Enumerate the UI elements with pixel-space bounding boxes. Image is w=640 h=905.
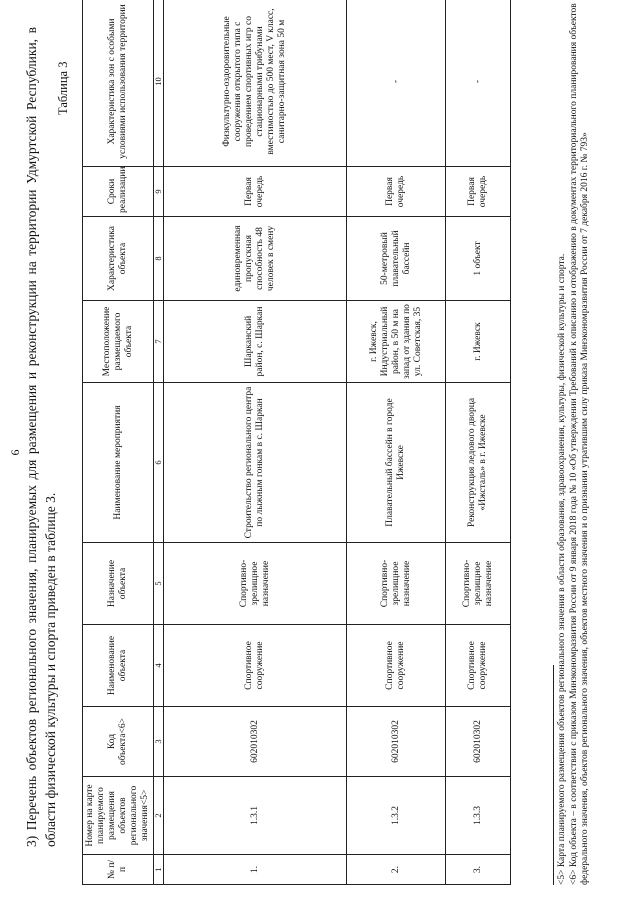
map-number: 1.3.3 (446, 777, 511, 855)
header-row (83, 0, 154, 885)
column-number: 6 (154, 383, 164, 543)
action-name: Строительство регионального центра по лыжным гонкам в с. Шаркан (164, 383, 347, 543)
column-number: 2 (154, 777, 164, 855)
table-row (446, 0, 511, 885)
object-location: г. Ижевск, Индустриальный район, в 50 м на запад от здания по ул. Советская, 35 (347, 301, 446, 383)
table-row (347, 0, 446, 885)
header-cell: Номер на карте планируемого размещения объектов регионального значения<5> (83, 777, 154, 855)
row-number: 2. (347, 855, 446, 885)
column-number: 4 (154, 625, 164, 707)
column-number: 9 (154, 167, 164, 217)
header-cell: Местоположение размещаемого объекта (83, 301, 154, 383)
column-number-row (154, 0, 164, 885)
header-cell: Наименование объекта (83, 625, 154, 707)
implementation-term: Первая очередь (446, 167, 511, 217)
implementation-term: Первая очередь (347, 167, 446, 217)
zone-characteristic: - (446, 0, 511, 167)
object-purpose: Спортивно-зрелищное назначение (446, 543, 511, 625)
header-cell: Характеристика зон с особыми условиями использования территории (83, 0, 154, 167)
object-code: 602010302 (347, 707, 446, 777)
header-cell: № п/п (83, 855, 154, 885)
map-number: 1.3.1 (164, 777, 347, 855)
object-purpose: Спортивно-зрелищное назначение (164, 543, 347, 625)
object-code: 602010302 (446, 707, 511, 777)
map-number: 1.3.2 (347, 777, 446, 855)
header-cell: Код объекта<6> (83, 707, 154, 777)
column-number: 1 (154, 855, 164, 885)
object-purpose: Спортивно-зрелищное назначение (347, 543, 446, 625)
column-number: 7 (154, 301, 164, 383)
footnote-divider (553, 665, 554, 885)
zone-characteristic: - (347, 0, 446, 167)
object-name: Спортивное сооружение (164, 625, 347, 707)
page-number: 6 (8, 449, 22, 456)
implementation-term: Первая очередь (164, 167, 347, 217)
object-code: 602010302 (164, 707, 347, 777)
zone-characteristic: Физкультурно-оздоровительные сооружения открытого типа с проведением спортивных игр со стационарными трибунами вместимостью до 500 мест, V класс, санитарно-защитная зона 50 м (164, 0, 347, 167)
header-cell: Сроки реализации (83, 167, 154, 217)
header-cell: Наименование мероприятия (83, 383, 154, 543)
column-number: 8 (154, 217, 164, 301)
object-name: Спортивное сооружение (347, 625, 446, 707)
object-characteristic: 50-метровый плавательный бассейн (347, 217, 446, 301)
action-name: Реконструкция ледового дворца «Ижсталь» в г. Ижевске (446, 383, 511, 543)
section-heading: 3) Перечень объектов регионального значения, планируемых для размещения и реконструкции на территории Удмуртской Республики, в области физической культуры и спорта приведен в таблице 3. (24, 27, 58, 847)
column-number: 10 (154, 0, 164, 167)
footnote-6: <6> Код объекта – в соответствии с приказом Минэкономразвития России от 9 января 2018 года № 10 «Об утверждении Требований к описанию и отображению в документах территориального планирования объектов федерального значения, объектов регионального значения, объектов местного значения и о признании утратившим силу приказа Минэкономразвития России от 7 декабря 2016 г. № 793» (568, 3, 590, 885)
column-number: 3 (154, 707, 164, 777)
footnote-5: <5> Карта планируемого размещения объектов регионального значения в области образования, здравоохранения, культуры, физической культуры и спорта. (557, 253, 567, 885)
object-name: Спортивное сооружение (446, 625, 511, 707)
header-cell: Назначение объекта (83, 543, 154, 625)
column-number: 5 (154, 543, 164, 625)
object-location: г. Ижевск (446, 301, 511, 383)
footnotes (557, 0, 592, 885)
header-cell: Характеристика объекта (83, 217, 154, 301)
row-number: 3. (446, 855, 511, 885)
objects-table (82, 0, 511, 885)
row-number: 1. (164, 855, 347, 885)
table-title: Таблица 3 (56, 61, 70, 115)
object-location: Шарканский район, с. Шаркан (164, 301, 347, 383)
action-name: Плавательный бассейн в городе Ижевске (347, 383, 446, 543)
object-characteristic: 1 объект (446, 217, 511, 301)
object-characteristic: единовременная пропускная способность 48 человек в смену (164, 217, 347, 301)
table-row (164, 0, 347, 885)
